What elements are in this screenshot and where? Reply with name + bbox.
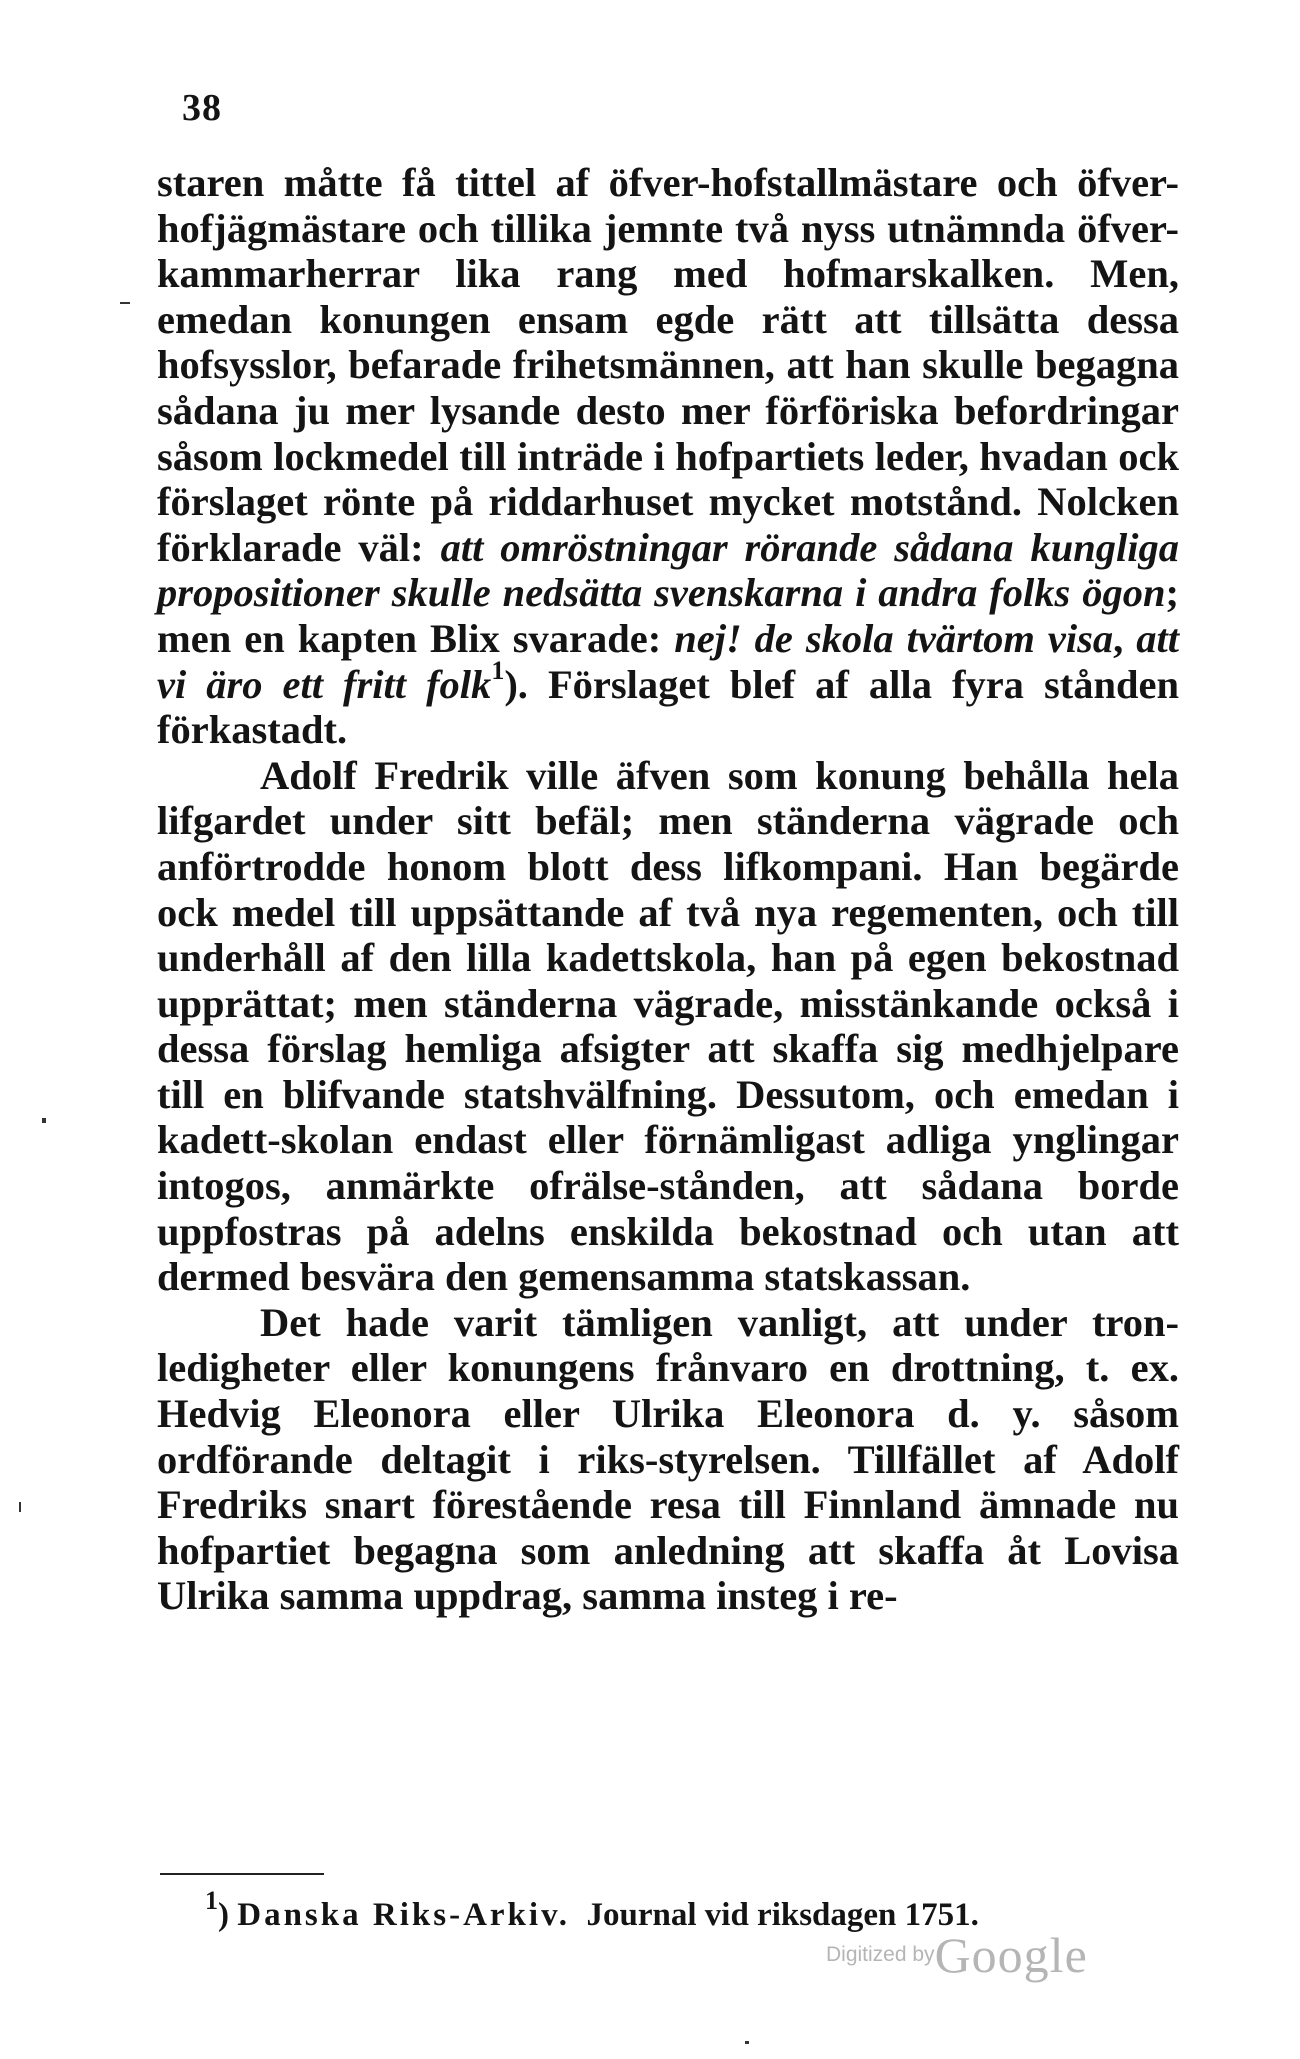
footnote-marker: 1 bbox=[205, 1886, 218, 1915]
text-run: ). Förslaget blef af alla fyra stånden förkastadt. bbox=[157, 661, 1179, 753]
footnote-reference: 1 bbox=[491, 656, 505, 686]
page-number: 38 bbox=[182, 87, 222, 129]
italic-quote: att omröstningar rörande sådana kungliga propositioner skulle nedsätta svenskarna i andra folks ögon bbox=[157, 524, 1179, 616]
footnote-source: Danska Riks-Arkiv. bbox=[237, 1897, 570, 1933]
scan-speck bbox=[19, 1502, 21, 1512]
text-run: Adolf Fredrik ville äfven som konung behålla hela lifgardet under sitt befäl; men ständerna vägrade och anförtrodde honom blott dess lifkompani. Han begärde ock medel till uppsättande af två nya regementen, och till underhåll af den lilla kadettskola, han på egen bekostnad upprättat; men ständerna vägrade, misstänkande också i dessa förslag hemliga afsigter att skaffa sig medhjelpare till en blifvande statshvälfning. Dessutom, och emedan i kadett-skolan endast eller förnämligast adliga ynglingar intogos, anmärkte ofrälse-stånden, att sådana borde uppfostras på adelns enskilda bekostnad och utan att dermed besvära den gemensamma statskassan. bbox=[157, 752, 1179, 1300]
footnote-paren: ) bbox=[218, 1897, 229, 1933]
digitized-watermark bbox=[826, 1926, 1088, 1984]
text-run: staren måtte få tittel af öfver-hofstallmästare och öfver-hofjägmästare och tillika jemnte två nyss utnämnda öfver-kammarherrar lika rang med hofmarskalken. Men, emedan konungen ensam egde rätt att tillsätta dessa hofsysslor, befarade frihetsmännen, att han skulle begagna sådana ju mer lysande desto mer förföriska befordringar såsom lockmedel till inträde i hofpartiets leder, hvadan ock förslaget rönte på riddarhuset mycket motstånd. Nolcken förklarade väl: bbox=[157, 160, 1179, 570]
body-text bbox=[157, 160, 1179, 1619]
paragraph bbox=[157, 160, 1179, 753]
paragraph bbox=[157, 1300, 1179, 1619]
scan-speck bbox=[745, 2041, 749, 2044]
scan-speck bbox=[42, 1118, 46, 1123]
watermark-prefix: Digitized by bbox=[826, 1943, 935, 1966]
watermark-brand: Google bbox=[934, 1927, 1088, 1983]
text-run: , bbox=[1113, 615, 1137, 661]
italic-quote: att vi äro ett fritt folk bbox=[157, 615, 1179, 707]
paragraph bbox=[157, 753, 1179, 1300]
footnote-rule bbox=[160, 1873, 324, 1875]
footnote-detail: Journal vid riksdagen 1751. bbox=[586, 1897, 979, 1933]
italic-quote: nej! de skola tvärtom visa bbox=[674, 615, 1114, 661]
scan-speck bbox=[120, 302, 130, 304]
text-run: ; men en kapten Blix svarade: bbox=[157, 570, 1179, 661]
text-run: Det hade varit tämligen vanligt, att under tronledigheter eller konungens frånvaro en drottning, t. ex. Hedvig Eleonora eller Ulrika Eleonora d. y. såsom ordförande deltagit i riks-styrelsen. Tillfället af Adolf Fredriks snart förestående resa till Finnland ämnade nu hofpartiet begagna som anledning att skaffa åt Lovisa Ulrika samma uppdrag, samma insteg i re- bbox=[157, 1299, 1179, 1619]
